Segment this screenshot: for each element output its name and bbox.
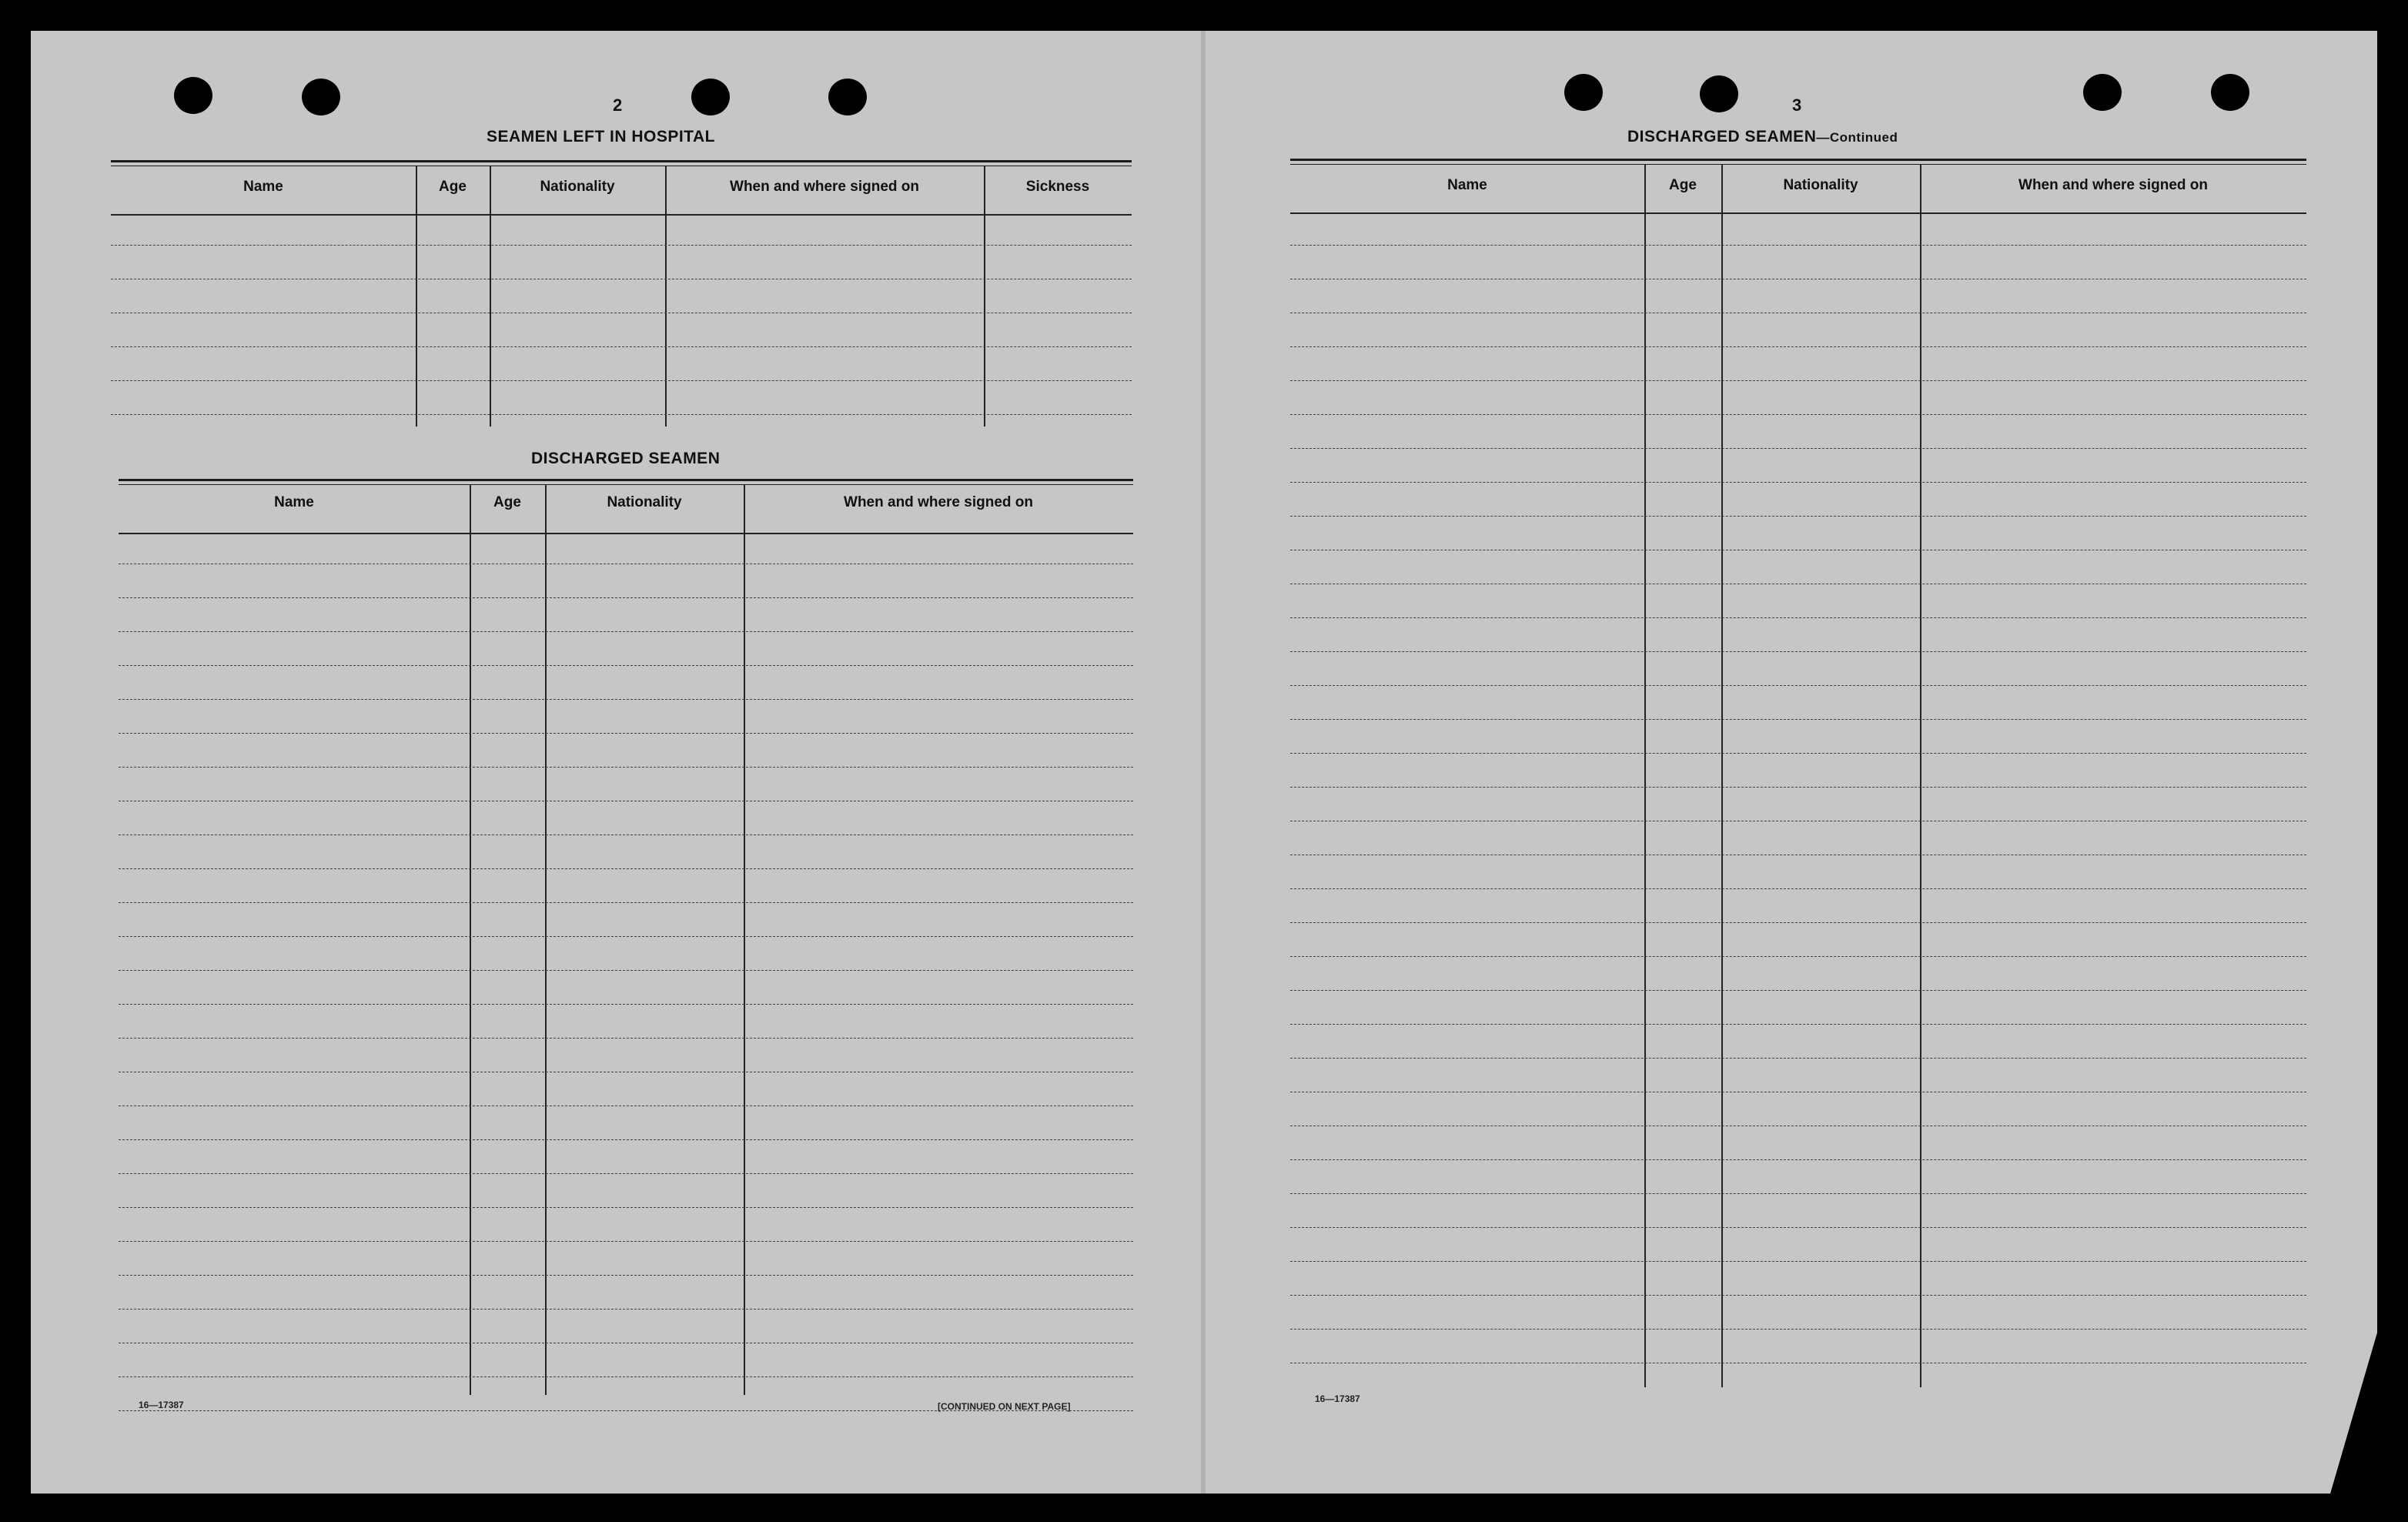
column-header-signed-on: When and where signed on <box>730 179 919 195</box>
column-header-age: Age <box>439 179 467 195</box>
hospital-section-title: SEAMEN LEFT IN HOSPITAL <box>487 128 715 146</box>
punch-hole <box>2083 74 2122 111</box>
table-row-line <box>1290 685 2306 686</box>
table-row-line <box>1290 1329 2306 1330</box>
discharged-continued-table <box>1290 159 2306 1387</box>
table-row-line <box>119 1004 1133 1005</box>
left-form-number: 16—17387 <box>139 1400 184 1410</box>
hospital-table <box>111 160 1132 426</box>
table-row-line <box>1290 482 2306 483</box>
right-section-title <box>1627 128 1898 146</box>
table-row-line <box>1290 448 2306 449</box>
right-page-number: 3 <box>1792 95 1802 115</box>
right-form-number: 16—17387 <box>1315 1393 1360 1404</box>
punch-hole <box>302 79 340 115</box>
table-row-line <box>119 1173 1133 1174</box>
column-header-name: Name <box>1447 177 1487 193</box>
table-row-line <box>119 1241 1133 1242</box>
table-row-line <box>1290 1261 2306 1262</box>
table-row-line <box>1290 1193 2306 1194</box>
table-row-line <box>111 245 1132 246</box>
table-row-line <box>119 1309 1133 1310</box>
table-row-line <box>1290 617 2306 618</box>
table-row-line <box>119 1376 1133 1377</box>
table-row-line <box>1290 1058 2306 1059</box>
table-row-line <box>119 597 1133 598</box>
punch-hole <box>691 79 730 115</box>
table-row-line <box>119 699 1133 700</box>
table-row-line <box>1290 1227 2306 1228</box>
table-row-line <box>111 346 1132 347</box>
table-row-line <box>119 936 1133 937</box>
table-row-line <box>119 868 1133 869</box>
column-header-signed-on: When and where signed on <box>844 494 1033 510</box>
right-title-continued: —Continued <box>1816 130 1898 145</box>
table-row-line <box>119 1139 1133 1140</box>
table-row-line <box>1290 245 2306 246</box>
right-title-main: DISCHARGED SEAMEN <box>1627 128 1817 146</box>
column-header-nationality: Nationality <box>607 494 682 510</box>
table-row-line <box>1290 651 2306 652</box>
column-header-name: Name <box>243 179 283 195</box>
left-page-number: 2 <box>613 95 623 115</box>
table-row-line <box>1290 956 2306 957</box>
punch-hole <box>1700 75 1738 112</box>
column-header-nationality: Nationality <box>540 179 615 195</box>
table-row-line <box>119 1038 1133 1039</box>
table-row-line <box>1290 990 2306 991</box>
discharged-section-title: DISCHARGED SEAMEN <box>531 450 721 467</box>
column-header-signed-on: When and where signed on <box>2018 177 2208 193</box>
column-header-name: Name <box>274 494 314 510</box>
table-row-line <box>119 665 1133 666</box>
table-row-line <box>1290 346 2306 347</box>
table-row-line <box>119 970 1133 971</box>
table-row-line <box>1290 753 2306 754</box>
punch-hole <box>828 79 867 115</box>
table-row-line <box>119 733 1133 734</box>
continued-note: [CONTINUED ON NEXT PAGE] <box>938 1401 1071 1412</box>
table-row-line <box>1290 787 2306 788</box>
punch-hole <box>174 77 212 114</box>
table-row-line <box>1290 1295 2306 1296</box>
table-row-line <box>1290 888 2306 889</box>
table-row-line <box>1290 922 2306 923</box>
table-row-line <box>111 414 1132 415</box>
page-fold <box>1201 31 1206 1494</box>
table-row-line <box>119 631 1133 632</box>
table-row-line <box>119 767 1133 768</box>
table-row-line <box>1290 719 2306 720</box>
table-row-line <box>119 902 1133 903</box>
column-header-age: Age <box>1669 177 1697 193</box>
column-header-sickness: Sickness <box>1025 179 1090 195</box>
table-row-line <box>1290 516 2306 517</box>
column-header-nationality: Nationality <box>1783 177 1858 193</box>
table-row-line <box>1290 380 2306 381</box>
table-row-line <box>119 1275 1133 1276</box>
punch-hole <box>1564 74 1603 111</box>
punch-hole <box>2211 74 2249 111</box>
table-row-line <box>1290 414 2306 415</box>
table-row-line <box>1290 1024 2306 1025</box>
table-row-line <box>1290 1159 2306 1160</box>
column-header-age: Age <box>493 494 521 510</box>
table-row-line <box>111 380 1132 381</box>
table-row-line <box>119 1207 1133 1208</box>
discharged-table <box>119 479 1133 1395</box>
